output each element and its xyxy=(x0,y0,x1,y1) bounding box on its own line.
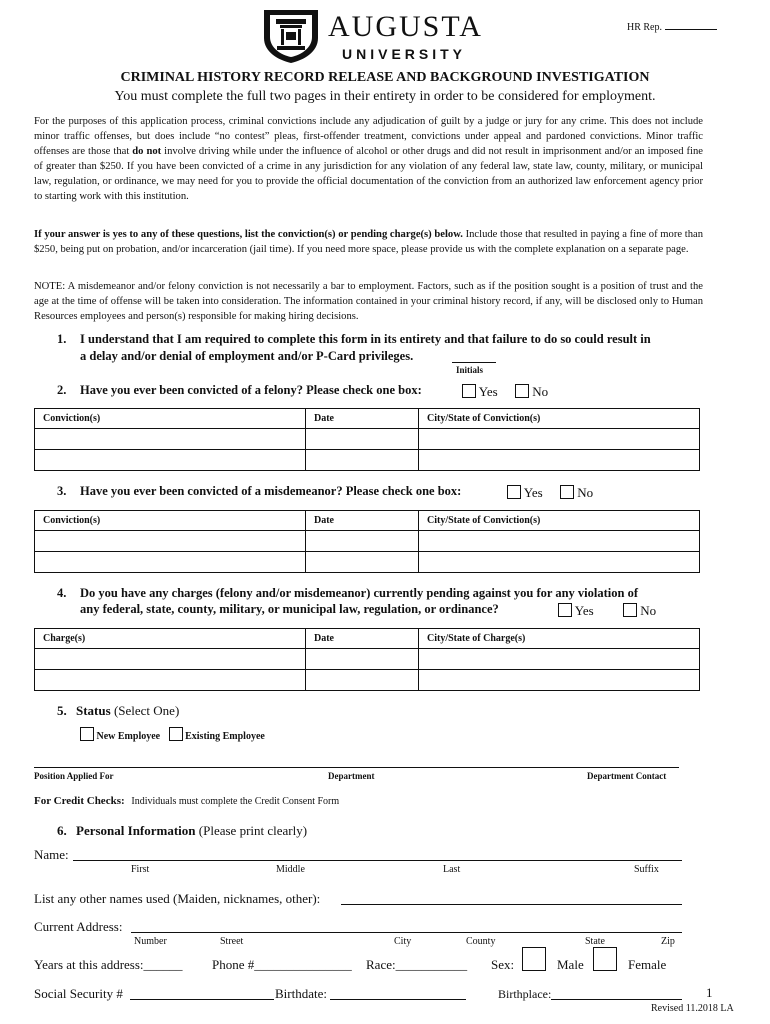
q3-text: Have you ever been convicted of a misdemeanor? Please check one box: xyxy=(80,484,462,498)
table-cell[interactable] xyxy=(35,450,306,471)
street-label: Street xyxy=(220,936,244,947)
page-number: 1 xyxy=(706,985,713,1000)
q4-yes-label: Yes xyxy=(574,603,594,618)
q6-hint: (Please print clearly) xyxy=(198,823,308,838)
if-yes-bold: If your answer is yes to any of these questions, list the conviction(s) or pending charge(s) below. xyxy=(34,229,463,240)
department-contact-label: Department Contact xyxy=(587,771,667,781)
intro-part2: involve driving while under the influence of alcohol or other drugs and did not result in imprisonment and/or an imposed fine of greater than $250. If you have been convicted of a crime in any jurisdiction for any violation of any federal law, state law, county, military, or municipal law, regulation, or ordinance, we may need for you to provide the official documentation of the conviction from an authorized law enforcement agency prior to starting work with this institution. xyxy=(34,146,703,202)
form-title: CRIMINAL HISTORY RECORD RELEASE AND BACKGROUND INVESTIGATION xyxy=(120,70,650,85)
col-city-state: City/State of Charge(s) xyxy=(419,629,700,649)
q3-number: 3. xyxy=(57,484,67,498)
q1-initials-input[interactable] xyxy=(452,362,496,363)
col-city-state: City/State of Conviction(s) xyxy=(419,409,700,429)
table-cell[interactable] xyxy=(419,552,700,573)
q3-table xyxy=(34,510,700,573)
q6-label: Personal Information xyxy=(76,823,196,838)
col-conviction: Conviction(s) xyxy=(35,409,306,429)
q4-line1: Do you have any charges (felony and/or misdemeanor) currently pending against you for any violation of xyxy=(80,586,639,600)
female-label: Female xyxy=(628,957,667,972)
q1-initials-label: Initials xyxy=(456,365,484,375)
if-yes-rest: Include those that resulted in paying a fine of more than $250, being put on probation, and/or incarceration (jail time). If you need more space, please provide us with the complete explanation on a separate page. xyxy=(34,229,703,255)
intro-bold: do not xyxy=(132,146,162,157)
name-label: Name: xyxy=(34,847,69,862)
q3-yes-label: Yes xyxy=(523,485,543,500)
hr-rep-field xyxy=(627,22,717,33)
shield-icon xyxy=(262,8,320,64)
table-row xyxy=(35,429,700,450)
col-city-state: City/State of Conviction(s) xyxy=(419,511,700,531)
table-row xyxy=(35,552,700,573)
first-label: First xyxy=(131,864,150,875)
table-cell[interactable] xyxy=(35,670,306,691)
birthdate-input[interactable] xyxy=(330,999,466,1000)
q4-no-label: No xyxy=(640,603,657,618)
existing-employee-checkbox[interactable] xyxy=(169,727,183,741)
q4-no-checkbox[interactable] xyxy=(623,603,637,617)
q5-heading xyxy=(57,703,179,719)
form-subtitle: You must complete the full two pages in their entirety in order to be considered for employment. xyxy=(114,89,656,104)
last-label: Last xyxy=(443,864,461,875)
q2-no-checkbox[interactable] xyxy=(515,384,529,398)
other-names-label: List any other names used (Maiden, nicknames, other): xyxy=(34,891,321,906)
table-cell[interactable] xyxy=(419,429,700,450)
years-field[interactable]: Years at this address:______ xyxy=(34,957,183,972)
hr-rep-input[interactable] xyxy=(665,29,717,30)
table-cell[interactable] xyxy=(35,649,306,670)
suffix-label: Suffix xyxy=(634,864,659,875)
col-conviction: Conviction(s) xyxy=(35,511,306,531)
intro-part1: For the purposes of this application process, criminal convictions include any adjudication of guilt by a judge or jury for any crime. This does not include minor traffic offenses, but does include “no contest” pleas, first-offender treatment, convictions under appeal and pardoned convictions. Minor traffic offenses are those that xyxy=(34,116,703,157)
q2-table xyxy=(34,408,700,471)
q4-yes-checkbox[interactable] xyxy=(558,603,572,617)
credit-label: For Credit Checks: xyxy=(34,795,125,807)
table-cell[interactable] xyxy=(419,649,700,670)
table-cell[interactable] xyxy=(35,552,306,573)
ssn-label: Social Security # xyxy=(34,986,123,1001)
q1-line1: I understand that I am required to complete this form in its entirety and that failure to do so could result in xyxy=(80,332,651,346)
col-date: Date xyxy=(306,409,419,429)
female-checkbox[interactable] xyxy=(593,947,617,971)
male-label: Male xyxy=(557,957,584,972)
table-row xyxy=(35,670,700,691)
note-text: NOTE: A misdemeanor and/or felony conviction is not necessarily a bar to employment. Factors, such as if the position sought is a position of trust and the age at the time of offense will be taken into consideration. The information contained in your criminal history record, if any, will be disclosed only to Human Resources employees and person(s) responsible for making hiring decisions. xyxy=(34,281,703,322)
q4-number: 4. xyxy=(57,586,67,600)
col-date: Date xyxy=(306,629,419,649)
new-employee-checkbox[interactable] xyxy=(80,727,94,741)
name-input[interactable] xyxy=(73,860,682,861)
table-cell[interactable] xyxy=(306,670,419,691)
q5-number: 5. xyxy=(57,703,67,718)
q2-number: 2. xyxy=(57,383,67,397)
birthdate-label: Birthdate: xyxy=(275,986,327,1001)
city-label: City xyxy=(394,936,412,947)
table-cell[interactable] xyxy=(306,531,419,552)
address-input[interactable] xyxy=(131,932,682,933)
new-employee-label: New Employee xyxy=(96,731,161,742)
table-header-row xyxy=(35,629,700,649)
ssn-input[interactable] xyxy=(130,999,274,1000)
other-names-input[interactable] xyxy=(341,904,682,905)
q4-line2: any federal, state, county, military, or municipal law, regulation, or ordinance? xyxy=(80,602,499,616)
table-cell[interactable] xyxy=(35,429,306,450)
existing-employee-label: Existing Employee xyxy=(185,731,265,742)
q6-number: 6. xyxy=(57,823,67,838)
address-label: Current Address: xyxy=(34,919,123,934)
table-cell[interactable] xyxy=(419,531,700,552)
position-line[interactable] xyxy=(34,767,679,768)
credit-text: Individuals must complete the Credit Consent Form xyxy=(131,796,340,807)
zip-label: Zip xyxy=(661,936,675,947)
table-cell[interactable] xyxy=(35,531,306,552)
table-cell[interactable] xyxy=(306,450,419,471)
table-cell[interactable] xyxy=(306,429,419,450)
q2-yes-label: Yes xyxy=(478,384,498,399)
department-label: Department xyxy=(328,771,375,781)
table-row xyxy=(35,450,700,471)
middle-label: Middle xyxy=(276,864,305,875)
phone-field[interactable]: Phone #_______________ xyxy=(212,957,352,972)
note-paragraph xyxy=(34,279,703,324)
intro-paragraph xyxy=(34,114,703,204)
q5-label: Status xyxy=(76,703,111,718)
q2-yes-checkbox[interactable] xyxy=(462,384,476,398)
q6-heading xyxy=(57,823,307,839)
birthplace-input[interactable] xyxy=(551,999,682,1000)
university-logo xyxy=(262,8,497,64)
col-charge: Charge(s) xyxy=(35,629,306,649)
q3-no-checkbox[interactable] xyxy=(560,485,574,499)
table-cell[interactable] xyxy=(306,552,419,573)
table-row xyxy=(35,531,700,552)
position-label: Position Applied For xyxy=(34,771,114,781)
q2-text: Have you ever been convicted of a felony? Please check one box: xyxy=(80,383,422,397)
q5-hint: (Select One) xyxy=(113,703,180,718)
revised-note: Revised 11.2018 LA xyxy=(651,1003,734,1014)
q3-yes-checkbox[interactable] xyxy=(507,485,521,499)
q2-no-label: No xyxy=(532,384,549,399)
birthplace-label: Birthplace: xyxy=(498,987,552,1001)
q4-table xyxy=(34,628,700,691)
university-name: AUGUSTA xyxy=(328,10,483,43)
q1-number: 1. xyxy=(57,332,67,346)
race-field[interactable]: Race:___________ xyxy=(366,957,468,972)
table-cell[interactable] xyxy=(419,450,700,471)
table-header-row xyxy=(35,409,700,429)
col-date: Date xyxy=(306,511,419,531)
table-cell[interactable] xyxy=(306,649,419,670)
table-cell[interactable] xyxy=(419,670,700,691)
hr-rep-label: HR Rep. xyxy=(627,22,662,33)
sex-label: Sex: xyxy=(491,957,515,972)
male-checkbox[interactable] xyxy=(522,947,546,971)
state-label: State xyxy=(585,936,605,947)
q1-line2: a delay and/or denial of employment and/or P-Card privileges. xyxy=(80,349,414,363)
table-row xyxy=(35,649,700,670)
county-label: County xyxy=(466,936,496,947)
q3-no-label: No xyxy=(577,485,594,500)
number-label: Number xyxy=(134,936,167,947)
table-header-row xyxy=(35,511,700,531)
university-sub: UNIVERSITY xyxy=(342,46,467,62)
credit-note xyxy=(34,795,339,807)
if-yes-paragraph xyxy=(34,227,703,257)
